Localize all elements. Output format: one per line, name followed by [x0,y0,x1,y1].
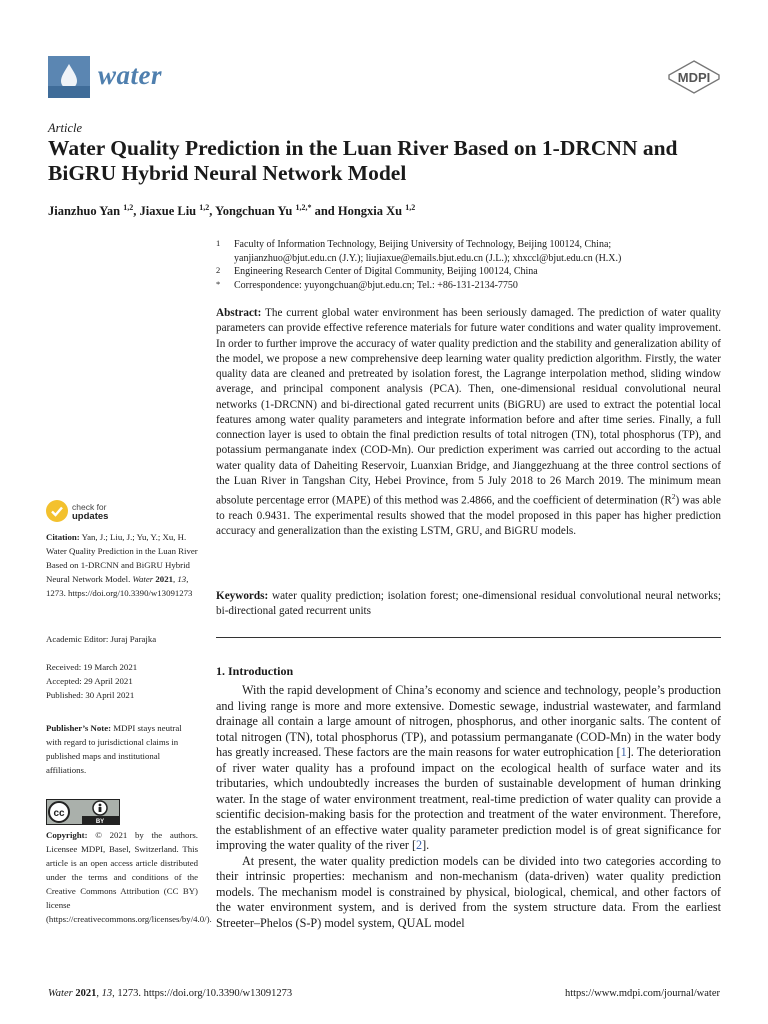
paragraph: At present, the water quality prediction models can be divided into two categories according to their intrinsic properties: mechanism and non-mechanism (data-driven) water quality prediction models. The mechanism model is constrained by physical, biological, chemical, and other factors of the water environment system, and is derived from the system structure data. From the earliest Streeter–Phelos (S-P) model system, QUAL model [216,853,721,930]
affiliation-mark: 2 [216,265,221,275]
received-date: Received: 19 March 2021 [46,662,138,672]
publisher-logo [667,60,721,94]
citation-link[interactable]: 1 [620,745,627,759]
author-affiliation-mark: 1,2 [123,203,134,212]
check-updates-label: check for [72,502,107,512]
author-list [48,203,415,219]
footer-year: 2021 [75,988,97,999]
section-heading: 1. Introduction [216,664,294,678]
affiliation-text: Engineering Research Center of Digital Community, Beijing 100124, China [234,266,538,277]
affiliation-text: Faculty of Information Technology, Beijing University of Technology, Beijing 100124, China; [234,239,612,250]
author-name[interactable]: Jiaxue Liu [139,204,197,219]
author-affiliation-mark: 1,2 [405,203,416,212]
article-type: Article [48,121,83,135]
footer-volume: 13 [101,988,113,999]
affiliation-text: yanjianzhuo@bjut.edu.cn (J.Y.); liujiaxue@emails.bjut.edu.cn (J.L.); xhxccl@bjut.edu.cn (H.X.) [234,253,622,264]
publisher-note-text: MDPI stays neutral with regard to jurisdictional claims in published maps and institutional affiliations. [46,723,182,775]
mdpi-logo-icon [667,60,721,94]
copyright-label: Copyright: [46,830,88,840]
affiliation-text: Correspondence: yuyongchuan@bjut.edu.cn; Tel.: +86-131-2134-7750 [234,280,518,291]
author-name[interactable]: Hongxia Xu [337,204,403,219]
footer-journal-url[interactable]: https://www.mdpi.com/journal/water [564,988,720,999]
check-updates-label-bold: updates [72,511,109,522]
author-name[interactable]: Yongchuan Yu [215,204,293,219]
author-separator: and [311,204,338,219]
footer-citation: Water 2021, 13, 1273. https://doi.org/10.3390/w13091273 [48,988,293,999]
citation-text: Yan, J.; Liu, J.; Yu, Y.; Xu, H. Water Quality Prediction in the Luan River Based on 1-DRCNN and BiGRU Hybrid Neural Network Model. [46,532,198,584]
citation-label: Citation: [46,532,80,542]
author-separator: , [209,204,216,219]
abstract-label: Abstract: [216,307,262,319]
article-title: Water Quality Prediction in the Luan River Based on 1-DRCNN and BiGRU Hybrid Neural Network Model [48,136,678,185]
journal-logo [48,56,90,98]
author-separator: , [133,204,140,219]
cc-by-label: BY [95,819,105,825]
citation-year: 2021 [155,574,173,584]
paragraph-text: ]. [422,838,430,852]
academic-editor: Academic Editor: Juraj Parajka [46,634,157,644]
cc-by-license-badge[interactable] [46,799,120,825]
affiliation-mark: 1 [216,238,221,248]
abstract-superscript: 2 [671,492,676,501]
dates-block [46,660,198,702]
keywords-label: Keywords: [216,590,269,602]
publisher-note-label: Publisher’s Note: [46,723,112,733]
citation-volume: 13 [177,574,187,584]
publisher-note [46,721,198,777]
affiliation-mark: * [216,279,221,289]
author-affiliation-mark: 1,2 [199,203,210,212]
section-divider [216,637,721,638]
abstract [216,306,721,539]
journal-name: water [98,60,163,90]
accepted-date: Accepted: 29 April 2021 [46,676,133,686]
keywords-text: water quality prediction; isolation forest; one-dimensional residual convolutional neural networks; bi-directional gated recurrent units [216,590,721,618]
citation-link[interactable]: 2 [416,838,423,852]
paragraph [216,683,721,854]
copyright-block [46,828,212,926]
published-date: Published: 30 April 2021 [46,690,135,700]
intro-body [216,683,721,931]
check-for-updates-button[interactable] [46,500,126,526]
author-name[interactable]: Jianzhuo Yan [48,204,121,219]
paragraph-text: With the rapid development of China’s economy and science and technology, people’s production and living range is more and more extensive. Domestic sewage, industrial wastewater, and farmland drainage all contain a large amount of nitrogen, phosphorus, and other inorganic salts. The content of total nitrogen (TN), total phosphorus (TP), and potassium permanganate (COD-Mn) in the water body has greatly increased. These factors are the main reasons for water eutrophication [ [216,683,721,759]
svg-text:cc: cc [53,808,65,819]
citation-doi[interactable]: , 1273. https://doi.org/10.3390/w13091273 [46,574,193,598]
footer-doi[interactable]: , 1273. https://doi.org/10.3390/w13091273 [112,988,293,999]
water-drop-icon [48,56,90,98]
copyright-text: © 2021 by the authors. Licensee MDPI, Basel, Switzerland. This article is an open access article distributed under the terms and conditions of the Creative Commons Attribution (CC BY) license (https://creativecommons.org/licenses/by/4.0/). [46,830,212,924]
author-affiliation-mark: 1,2,* [295,203,312,212]
paragraph-text: ]. The deterioration of river water quality has a profound impact on the ecological health of surface water and its tributaries, which undoubtedly increases the burden of sustainable development of human drinking water. In the stage of water environment treatment, real-time prediction of water quality can provide a scientific decision-making basis for the protection and treatment of the water environment. Therefore, the establishment of an effective water quality parameter prediction model is of great significance for improving the water quality of the river [ [216,745,721,852]
abstract-text: The current global water environment has been seriously damaged. The prediction of water quality parameters can provide effective reference materials for future water conditions and water quality improvement. In order to further improve the accuracy of water quality prediction and the stability and generalization ability of the model, we propose a new comprehensive deep learning water quality prediction algorithm. Firstly, the water quality data are cleaned and pretreated by isolation forest, the Lagrange interpolation method, sliding window average, and principal component analysis (PCA). Then, one-dimensional residual convolutional neural networks (1-DRCNN) and bi-directional gated recurrent units (BiGRU) are used to extract the potential local features among water quality parameters and integrate information before and after time series. Finally, a full connection layer is used to obtain the final prediction results of total nitrogen (TN), total phosphorus (TP), and potassium permanganate index (COD-Mn). Our prediction experiment was carried out according to the actual water quality data of Daheiting Reservoir, Luanxian Bridge, and Jianggezhuang at the three control sections of the Luan River in Tangshan City, Hebei Province, from 5 July 2018 to 26 March 2019. The minimum mean absolute percentage error (MAPE) of this method was 2.4866, and the coefficient of determination (R [216,307,721,507]
keywords [216,589,721,620]
citation-block: Citation: Yan, J.; Liu, J.; Yu, Y.; Xu, H. Water Quality Prediction in the Luan River Based on 1-DRCNN and BiGRU Hybrid Neural Network Model. Water 2021, 13, 1273. https://doi.org/10.3390/w13091273 [46,532,198,598]
footer-journal: Water [48,988,73,999]
publisher-logo-text: MDPI [677,70,711,85]
check-updates-icon [46,500,68,522]
abstract-text-continued: ) was able to reach 0.9431. The experimental results showed that the model proposed in this paper has higher prediction accuracy and generalization than the existing LSTM, GRU, and BiGRU models. [216,494,721,538]
citation-journal: Water [132,574,154,584]
